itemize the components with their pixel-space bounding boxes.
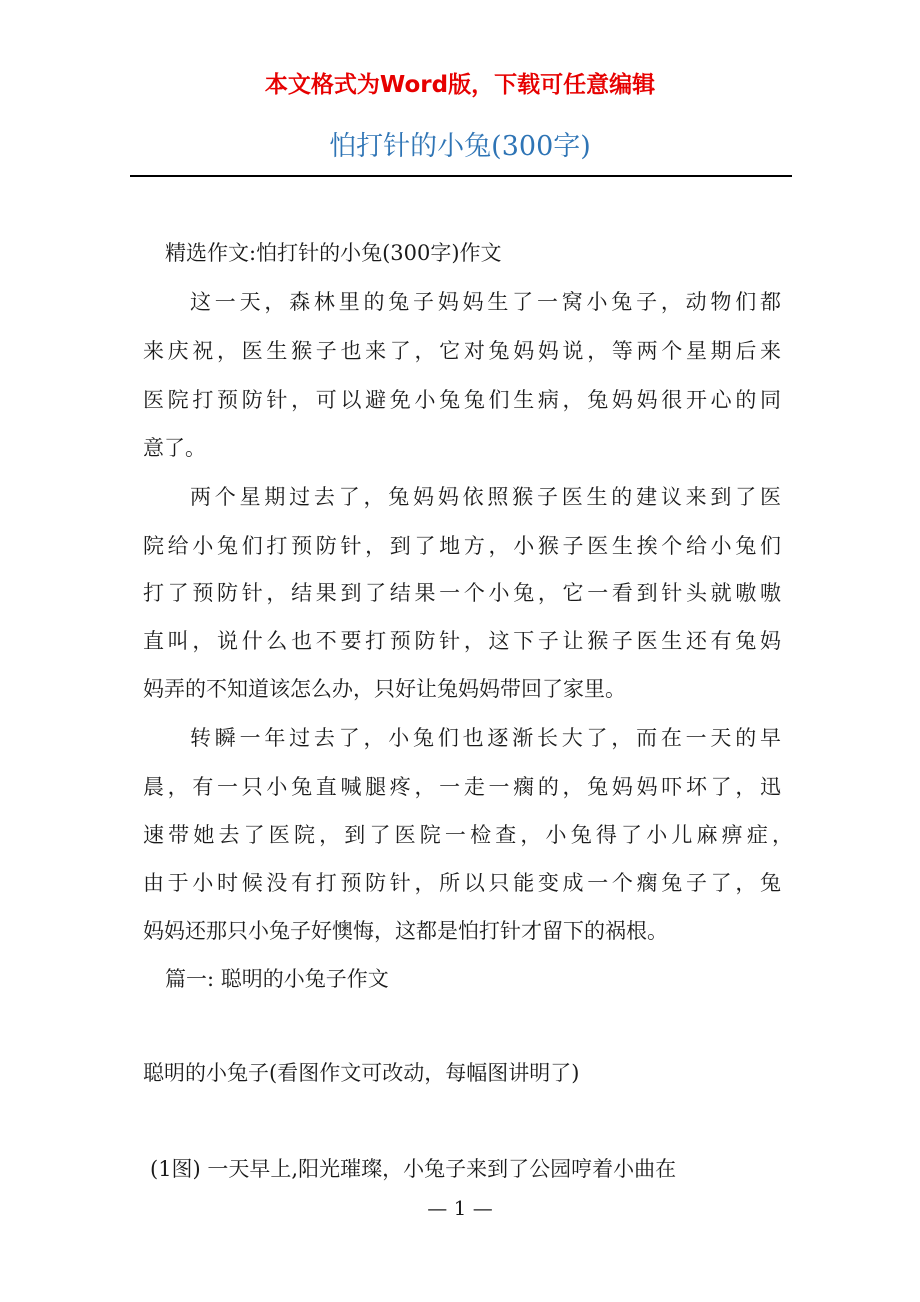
paragraph-4-line-1: (1图) 一天早上,阳光璀璨，小兔子来到了公园哼着小曲在 (150, 1157, 677, 1181)
format-notice: 本文格式为Word版，下载可任意编辑 (264, 72, 656, 98)
paragraph-3-line-5: 妈妈还那只小兔子好懊悔，这都是怕打针才留下的祸根。 (143, 919, 668, 943)
paragraph-2-line-3: 打了预防针，结果到了结果一个小兔，它一看到针头就嗷嗷 (143, 581, 781, 605)
paragraph-3-line-4: 由于小时候没有打预防针，所以只能变成一个瘸兔子了，兔 (143, 871, 781, 895)
subtitle-line: 聪明的小兔子(看图作文可改动，每幅图讲明了) (143, 1061, 580, 1085)
paragraph-2-line-2: 院给小兔们打预防针，到了地方，小猴子医生挨个给小兔们 (143, 534, 781, 558)
paragraph-3-line-1: 转瞬一年过去了，小兔们也逐渐长大了，而在一天的早 (190, 726, 781, 750)
paragraph-2-line-4: 直叫，说什么也不要打预防针，这下子让猴子医生还有兔妈 (143, 629, 781, 653)
paragraph-2-line-1: 两个星期过去了，兔妈妈依照猴子医生的建议来到了医 (190, 485, 781, 509)
title-divider (130, 175, 792, 177)
section-heading: 篇一: 聪明的小兔子作文 (165, 967, 389, 991)
paragraph-1-line-3: 医院打预防针，可以避免小兔兔们生病，兔妈妈很开心的同 (143, 388, 781, 412)
paragraph-1-line-4: 意了。 (143, 436, 206, 460)
document-title: 怕打针的小兔(300字) (329, 131, 591, 162)
paragraph-3-line-3: 速带她去了医院，到了医院一检查，小兔得了小儿麻痹症， (143, 823, 793, 847)
paragraph-3-line-2: 晨，有一只小兔直喊腿疼，一走一瘸的，兔妈妈吓坏了，迅 (143, 775, 781, 799)
page-number: — 1 — (427, 1196, 493, 1220)
intro-line: 精选作文:怕打针的小兔(300字)作文 (165, 241, 502, 265)
paragraph-1-line-1: 这一天，森林里的兔子妈妈生了一窝小兔子，动物们都 (190, 290, 781, 314)
paragraph-1-line-2: 来庆祝，医生猴子也来了，它对兔妈妈说，等两个星期后来 (143, 339, 781, 363)
paragraph-2-line-5: 妈弄的不知道该怎么办，只好让兔妈妈带回了家里。 (143, 677, 626, 701)
